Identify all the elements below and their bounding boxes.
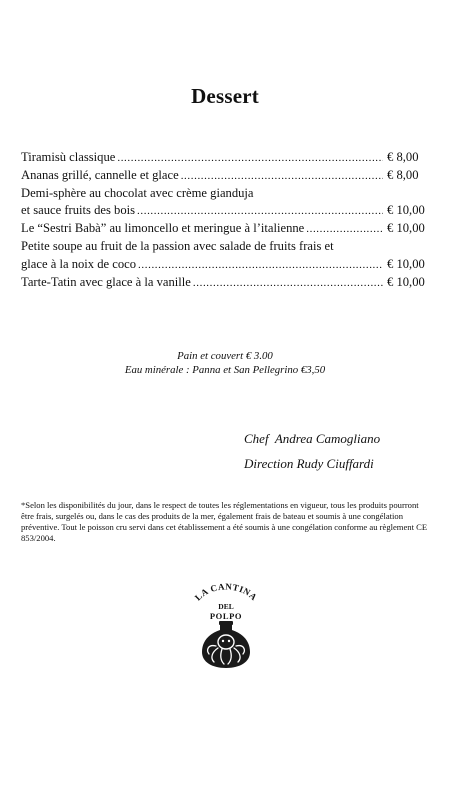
svg-text:LA CANTINA: LA CANTINA xyxy=(192,581,260,603)
menu-item-name: Demi-sphère au chocolat avec crème gianduja xyxy=(21,185,254,200)
dot-leader xyxy=(138,259,383,271)
menu-item xyxy=(21,168,425,186)
dot-leader xyxy=(181,170,383,182)
menu-item-name: glace à la noix de coco xyxy=(21,256,137,271)
menu-item xyxy=(21,186,425,204)
menu-item xyxy=(21,203,425,221)
la-cantina-del-polpo-logo xyxy=(190,578,262,670)
menu-item xyxy=(21,275,425,293)
menu-item xyxy=(21,150,425,168)
menu-item-name: Petite soupe au fruit de la passion avec salade de fruits frais et xyxy=(21,238,334,253)
dot-leader xyxy=(137,205,383,217)
menu-item-price: € 8,00 xyxy=(387,167,419,182)
menu-item-name: et sauce fruits des bois xyxy=(21,203,136,218)
staff-signature xyxy=(244,426,380,476)
dot-leader xyxy=(117,152,383,164)
cover-and-water-notes xyxy=(0,349,450,377)
menu-item-name: Tarte-Tatin avec glace à la vanille xyxy=(21,274,191,289)
chef-name: Chef Andrea Camogliano xyxy=(244,431,381,446)
direction-name: Direction Rudy Ciuffardi xyxy=(244,456,374,471)
allergen-footnote: *Selon les disponibilités du jour, dans le respect de toutes les réglementations en vigueur, tous les produits pourront être frais, surgelés ou, dans le cas des produits de la mer, également frais de bateau et soumis à une congélation préventive. Tout le poisson cru servi dans cet établissement a été soumis à une congélation conforme au règlement CE 853/2004. xyxy=(21,500,428,543)
menu-item-price: € 10,00 xyxy=(387,221,425,236)
dot-leader xyxy=(306,223,383,235)
menu-item xyxy=(21,239,425,257)
menu-item xyxy=(21,257,425,275)
dessert-menu-list xyxy=(21,150,425,292)
menu-item-price: € 10,00 xyxy=(387,203,425,218)
dot-leader xyxy=(193,277,383,289)
menu-item-name: Tiramisù classique xyxy=(21,150,116,164)
menu-item-price: € 10,00 xyxy=(387,256,425,271)
svg-text:DEL: DEL xyxy=(218,602,234,611)
menu-item-price: € 10,00 xyxy=(387,274,425,289)
page-title: Dessert xyxy=(191,84,259,108)
cover-charge-note: Pain et couvert € 3.00 xyxy=(177,350,273,362)
menu-item-name: Ananas grillé, cannelle et glace xyxy=(21,167,179,182)
menu-item-price: € 8,00 xyxy=(387,150,419,164)
mineral-water-note: Eau minérale : Panna et San Pellegrino €3,50 xyxy=(124,364,326,376)
menu-item-name: Le “Sestri Babà” au limoncello et meringue à l’italienne xyxy=(21,221,305,236)
svg-text:POLPO: POLPO xyxy=(209,611,243,621)
menu-item xyxy=(21,221,425,239)
